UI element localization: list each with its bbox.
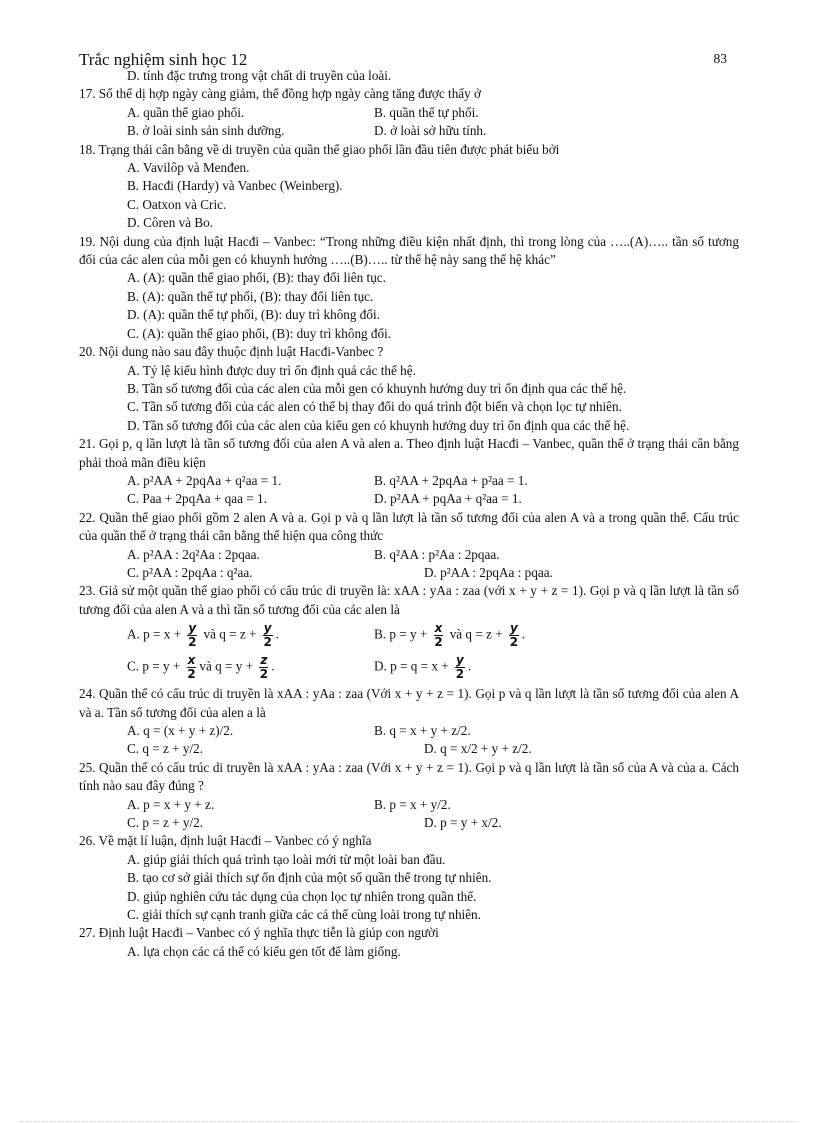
option-22d: D. p²AA : 2pqAa : pqaa.	[424, 564, 553, 580]
fraction: $\frac{y}{2}$	[188, 620, 197, 649]
option-20a: A. Tỷ lệ kiểu hình được duy trì ổn định quá các thế hệ.	[127, 362, 416, 378]
options-row	[79, 490, 739, 508]
question-19: 19. Nội dung của định luật Hacđi – Vanbec: “Trong những điều kiện nhất định, thì trong lòng của …..(A)….. tần số tương đối của các alen của mỗi gen có khuynh hướng …..(B)….. từ thế hệ này sang thế hệ khác”	[79, 233, 739, 268]
options-row	[79, 651, 739, 683]
page-content	[79, 67, 739, 961]
fraction: $\frac{x}{2}$	[434, 620, 443, 649]
option-20b: B. Tần số tương đối của các alen của mỗi gen có khuynh hướng duy trì ổn định qua các thế hệ.	[127, 380, 627, 396]
option-23c: C. p = y + $\frac{x}{2}$ và q = y + $\frac{z}{2}$ .	[127, 652, 275, 681]
option-18b: B. Hacđi (Hardy) và Vanbec (Weinberg).	[127, 178, 343, 194]
question-24: 24. Quần thể có cấu trúc di truyền là xAA : yAa : zaa (Với x + y + z = 1). Gọi p và q lần lượt là tần số tương đối của alen A và a. Tần số tương đối của alen a là	[79, 686, 739, 720]
options-row	[79, 722, 739, 740]
option-24c: C. q = z + y/2.	[127, 741, 204, 757]
options-row	[79, 122, 739, 140]
option-27a: A. lựa chọn các cá thể có kiểu gen tốt để làm giống.	[127, 943, 401, 959]
option-17a: A. quần thể giao phối.	[127, 104, 245, 120]
question-21: 21. Gọi p, q lần lượt là tần số tương đối của alen A và alen a. Theo định luật Hacđi – Vanbec, quần thể ở trạng thái cân bằng phải thoả mãn điều kiện	[79, 436, 739, 470]
options-row	[79, 564, 739, 582]
option-23a: A. p = x + $\frac{y}{2}$ và q = z + $\frac{y}{2}$ .	[127, 620, 279, 649]
question-25: 25. Quần thể có cấu trúc di truyền là xAA : yAa : zaa (Với x + y + z = 1). Gọi p và q lần lượt là tần số của A và của a. Cách tính nào sau đây đúng ?	[79, 759, 739, 794]
option-26b: B. tạo cơ sở giải thích sự ổn định của một số quần thể trong tự nhiên.	[127, 870, 492, 886]
option-16d: D. tính đặc trưng trong vật chất di truyền của loài.	[127, 68, 392, 83]
option-17d: D. ở loài sở hữu tính.	[374, 123, 487, 139]
question-20: 20. Nội dung nào sau đây thuộc định luật Hacđi-Vanbec ?	[79, 344, 384, 360]
option-21d: D. p²AA + pqAa + q²aa = 1.	[374, 491, 522, 507]
option-24a: A. q = (x + y + z)/2.	[127, 723, 234, 738]
option-22c: C. p²AA : 2pqAa : q²aa.	[127, 564, 253, 580]
option-26a: A. giúp giải thích quá trình tạo loài mới từ một loài ban đầu.	[127, 851, 446, 867]
fraction: $\frac{y}{2}$	[509, 620, 519, 649]
option-20c: C. Tần số tương đối của các alen có thể bị thay đổi do quá trình đột biến và chọn lọc tự nhiên.	[127, 399, 622, 415]
option-21b: B. q²AA + 2pqAa + p²aa = 1.	[374, 472, 528, 488]
option-25a: A. p = x + y + z.	[127, 796, 215, 812]
option-25c: C. p = z + y/2.	[127, 815, 204, 831]
question-26: 26. Về mặt lí luận, định luật Hacđi – Vanbec có ý nghĩa	[79, 833, 372, 849]
options-row	[79, 740, 739, 758]
option-21a: A. p²AA + 2pqAa + q²aa = 1.	[127, 472, 282, 488]
options-row	[79, 814, 739, 832]
question-17: 17. Số thể dị hợp ngày càng giảm, thể đồng hợp ngày càng tăng được thấy ở	[79, 86, 482, 102]
options-row	[79, 546, 739, 564]
option-25b: B. p = x + y/2.	[374, 796, 451, 812]
option-17c: B. ở loài sinh sản sinh dưỡng.	[127, 123, 285, 139]
option-24d: D. q = x/2 + y + z/2.	[424, 741, 532, 757]
fraction: $\frac{y}{2}$	[455, 652, 465, 681]
option-19a: A. (A): quần thể giao phối, (B): thay đổi liên tục.	[127, 270, 386, 286]
option-23d: D. p = q = x + $\frac{y}{2}$ .	[374, 652, 472, 681]
fraction: $\frac{x}{2}$	[187, 652, 196, 681]
option-22b: B. q²AA : p²Aa : 2pqaa.	[374, 546, 500, 562]
option-24b: B. q = x + y + z/2.	[374, 723, 471, 738]
page-number: 83	[713, 51, 727, 66]
option-18a: A. Vavilôp và Menđen.	[127, 160, 250, 176]
question-23: 23. Giả sử một quần thể giao phối có cấu trúc di truyền là: xAA : yAa : zaa (với x + y + z = 1). Gọi p và q lần lượt là tần số tương đối của alen A và a thì tần số tương đối của các alen là	[79, 583, 739, 617]
option-22a: A. p²AA : 2q²Aa : 2pqaa.	[127, 546, 260, 562]
option-23b: B. p = y + $\frac{x}{2}$ và q = z + $\frac{y}{2}$ .	[374, 620, 526, 649]
page-bottom-divider	[20, 1121, 796, 1122]
option-17b: B. quần thể tự phối.	[374, 104, 479, 120]
options-row	[79, 796, 739, 814]
document-title: Trắc nghiệm sinh học 12	[79, 50, 248, 69]
option-19d: C. (A): quần thể giao phối, (B): duy trì không đổi.	[127, 325, 392, 341]
option-18d: D. Côren và Bo.	[127, 215, 214, 231]
fraction: $\frac{z}{2}$	[259, 652, 269, 681]
options-row	[79, 104, 739, 122]
option-19c: D. (A): quần thể tự phối, (B): duy trì không đổi.	[127, 307, 380, 323]
option-26c: D. giúp nghiên cứu tác dụng của chọn lọc tự nhiên trong quần thể.	[127, 888, 477, 904]
option-18c: C. Oatxon và Cric.	[127, 196, 227, 212]
question-22: 22. Quần thể giao phối gồm 2 alen A và a. Gọi p và q lần lượt là tần số tương đối của alen A và a trong quần thể. Cấu trúc của quần thể ở trạng thái cân bằng thể hiện qua công thức	[79, 509, 739, 544]
option-20d: D. Tần số tương đối của các alen của kiểu gen có khuynh hướng duy trì ổn định qua các thế hệ.	[127, 417, 630, 433]
option-25d: D. p = y + x/2.	[424, 815, 502, 831]
option-26d: C. giải thích sự cạnh tranh giữa các cá thể cùng loài trong tự nhiên.	[127, 907, 481, 923]
options-row	[79, 472, 739, 490]
option-19b: B. (A): quần thể tự phối, (B): thay đổi liên tục.	[127, 288, 374, 304]
question-18: 18. Trạng thái cân bằng về di truyền của quần thể giao phối lần đầu tiên được phát biểu bởi	[79, 141, 560, 157]
fraction: $\frac{y}{2}$	[263, 620, 272, 649]
option-21c: C. Paa + 2pqAa + qaa = 1.	[127, 491, 267, 507]
options-row	[79, 619, 739, 651]
question-27: 27. Định luật Hacđi – Vanbec có ý nghĩa thực tiễn là giúp con người	[79, 925, 439, 941]
